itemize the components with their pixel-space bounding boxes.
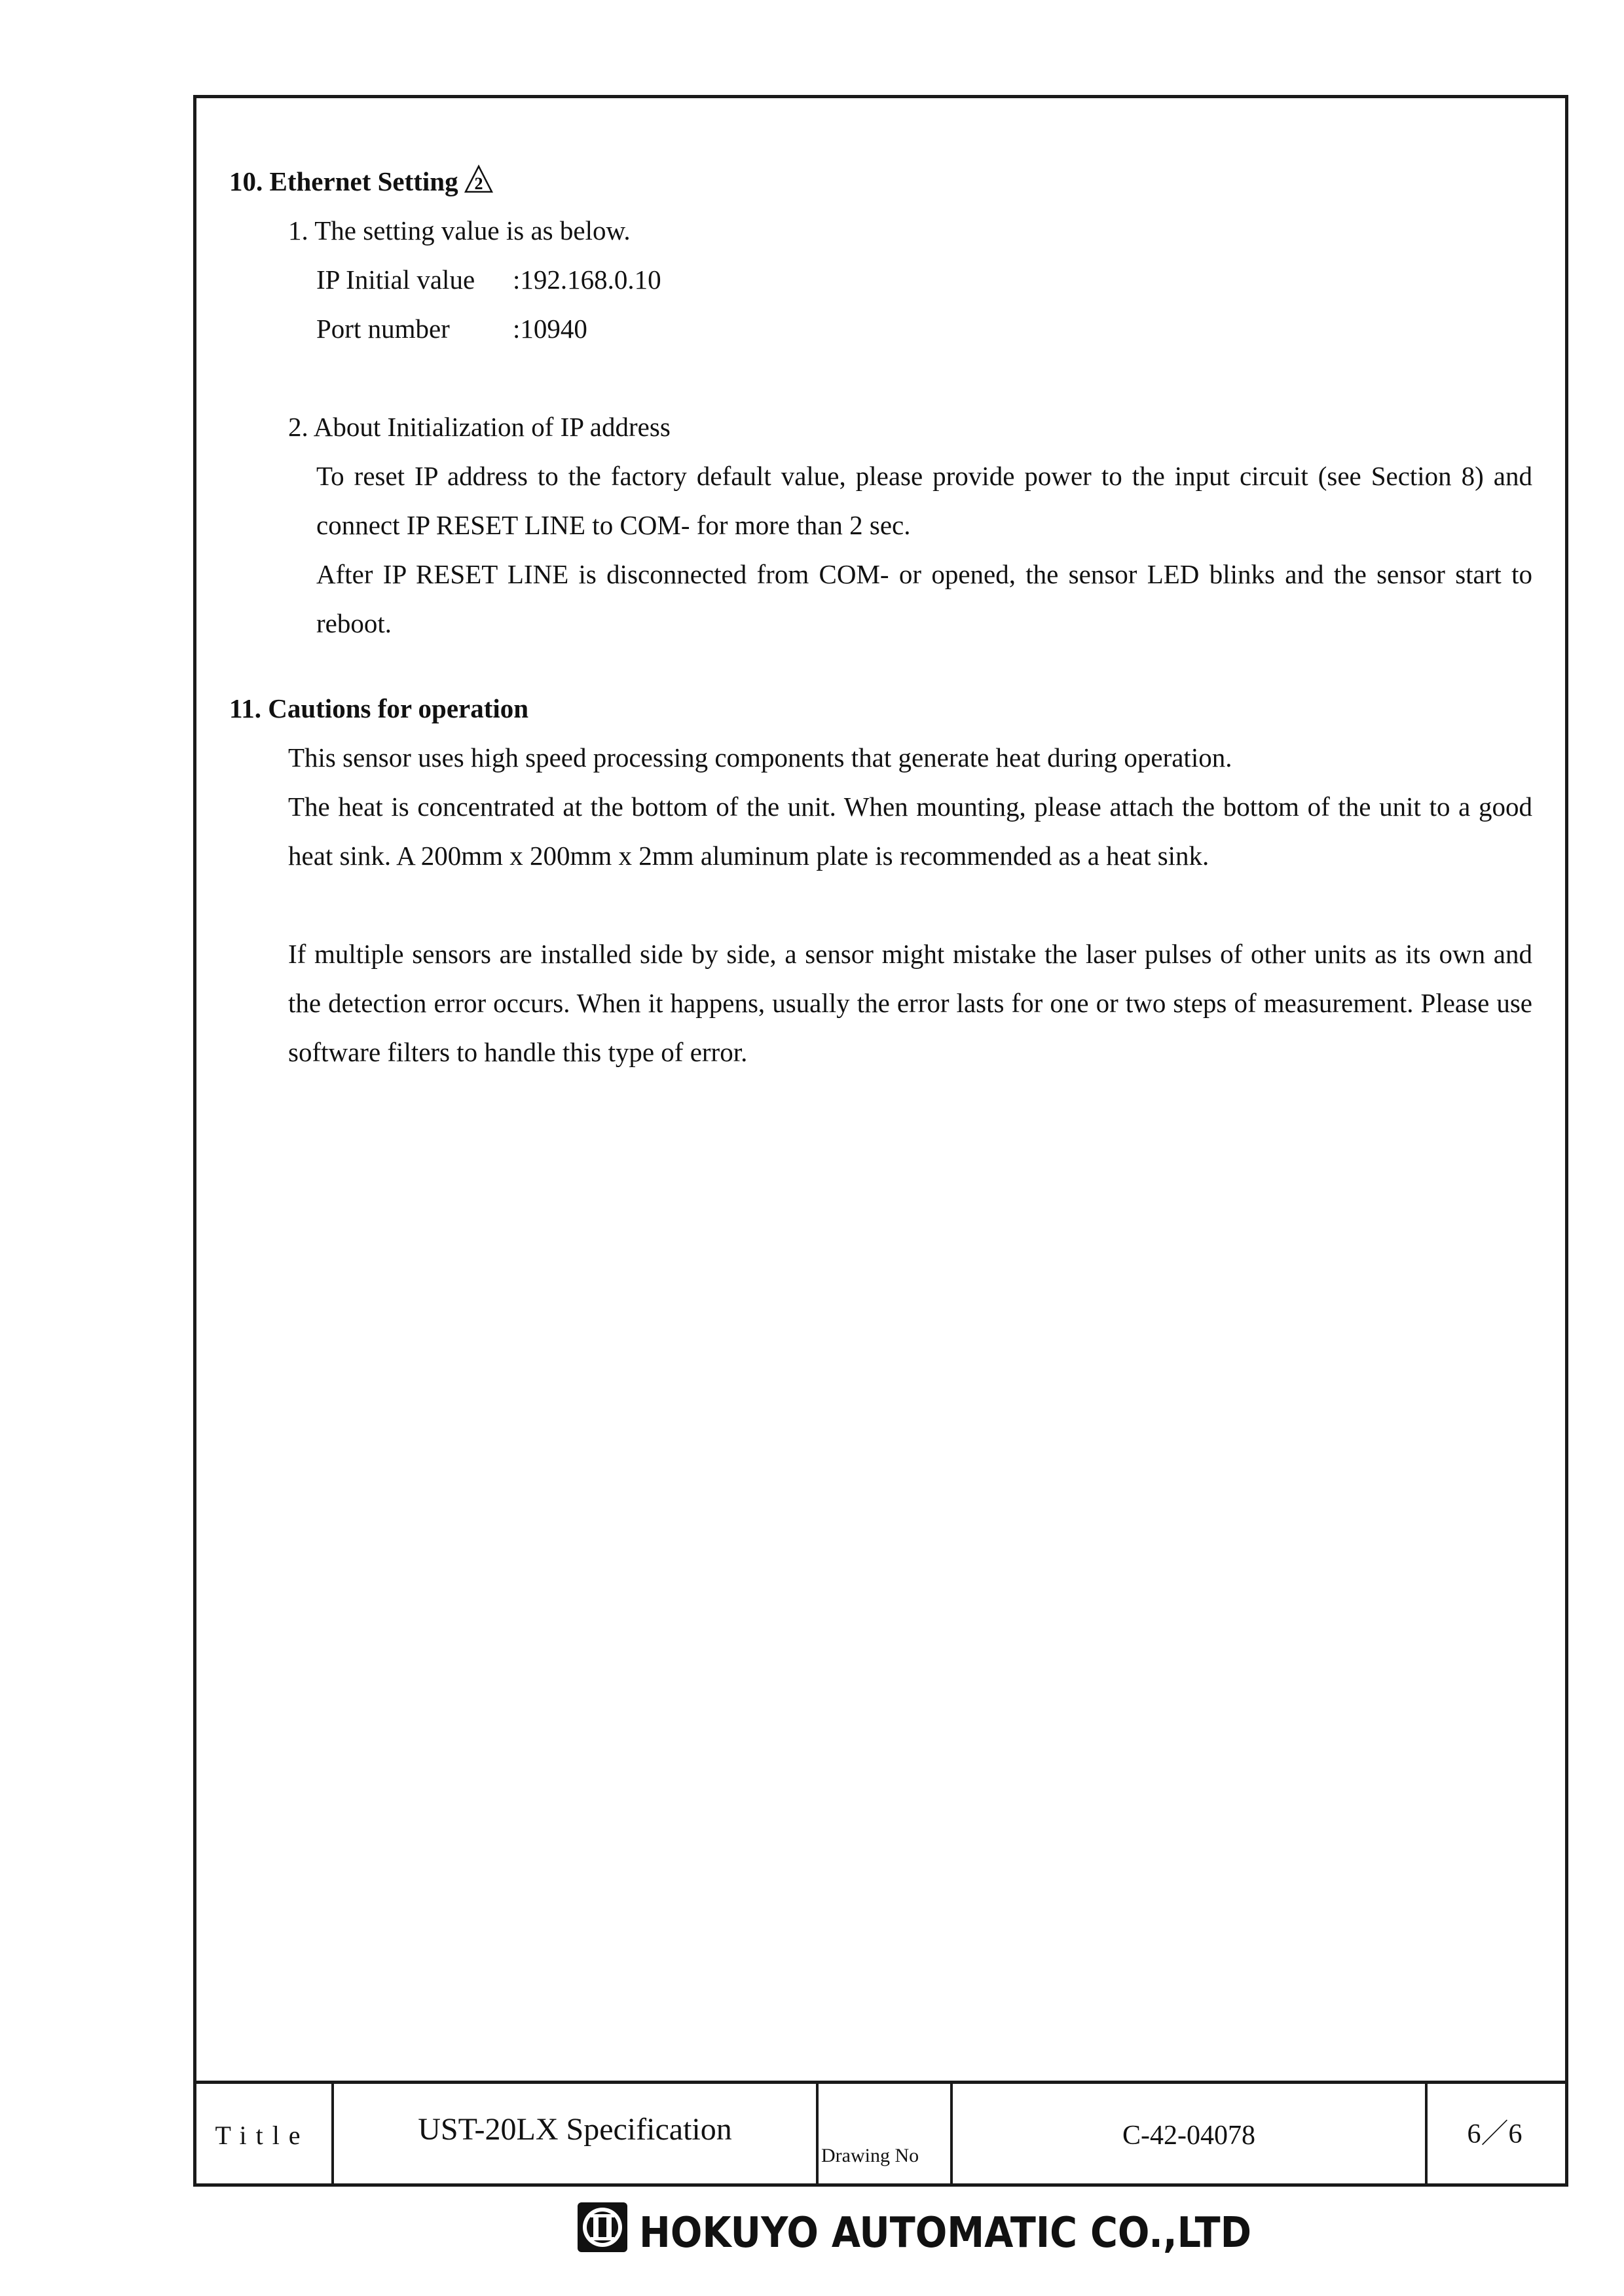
port-row: [229, 304, 1532, 354]
section-10-title: 10. Ethernet Setting: [229, 166, 458, 196]
spacer: [229, 354, 1532, 403]
svg-text:2: 2: [474, 174, 483, 193]
section-10-heading: [229, 157, 1532, 206]
section-11-para-1: This sensor uses high speed processing components that generate heat during operation.: [288, 742, 1232, 773]
item-2-para-2: After IP RESET LINE is disconnected from COM- or opened, the sensor LED blinks and the sensor start to reboot.: [316, 559, 1532, 638]
drawing-no-value: C-42-04078: [953, 2084, 1428, 2187]
spacer: [229, 881, 1532, 930]
port-value: :10940: [513, 314, 587, 344]
revision-triangle-icon: [464, 164, 494, 194]
page-number: 6／6: [1467, 2119, 1522, 2149]
item-1-text: 1. The setting value is as below.: [288, 215, 631, 246]
ip-row: [229, 255, 1532, 304]
title-label: Title: [193, 2084, 334, 2187]
port-label: Port number: [316, 314, 450, 344]
title-block: [193, 2081, 1568, 2187]
section-11-para-3: If multiple sensors are installed side by side, a sensor might mistake the laser pulses of other units as its own and the detection error occurs. When it happens, usually the error lasts for one or two steps of measurement. Please use software filters to handle this type of error.: [288, 939, 1532, 1067]
spacer: [229, 648, 1532, 684]
ip-value: :192.168.0.10: [513, 264, 661, 295]
drawing-no-label: Drawing No: [819, 2084, 953, 2187]
item-2-para-1: To reset IP address to the factory default value, please provide power to the input circuit (see Section 8) and connect IP RESET LINE to COM- for more than 2 sec.: [316, 461, 1532, 540]
section-11-heading: 11. Cautions for operation: [229, 693, 529, 723]
ip-label: IP Initial value: [316, 264, 475, 295]
section-11-para-2: The heat is concentrated at the bottom of the unit. When mounting, please attach the bottom of the unit to a good heat sink. A 200mm x 200mm x 2mm aluminum plate is recommended as a heat sink.: [288, 792, 1532, 871]
document-body: [229, 157, 1532, 1077]
title-value: UST-20LX Specification: [334, 2084, 819, 2187]
logo-text: HOKUYO AUTOMATIC CO.,LTD: [639, 2209, 1251, 2255]
hokuyo-logo: [576, 2200, 1257, 2255]
item-2-text: 2. About Initialization of IP address: [288, 412, 671, 442]
